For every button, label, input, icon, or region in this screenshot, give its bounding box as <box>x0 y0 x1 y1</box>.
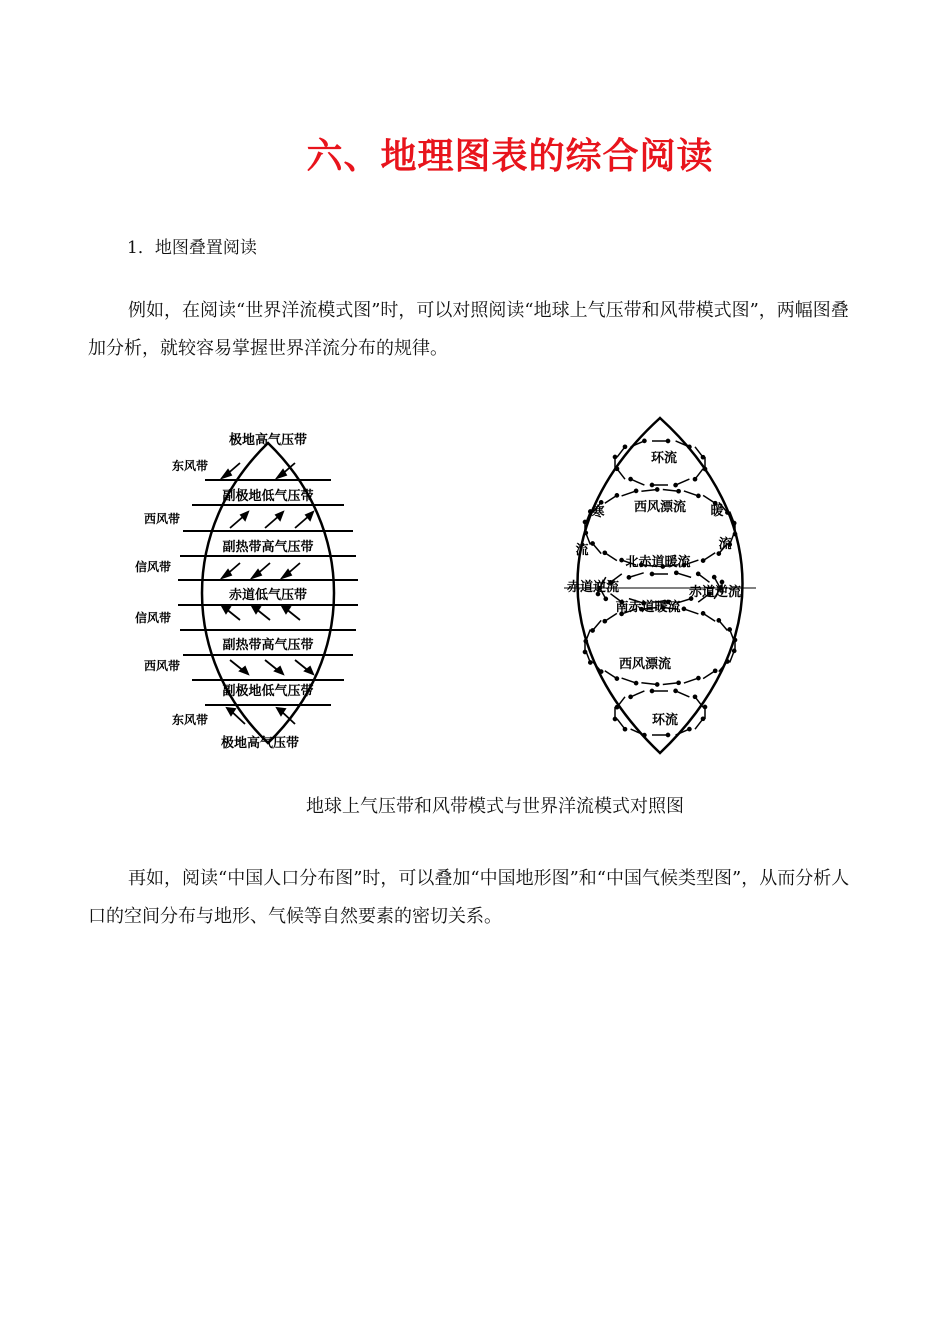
pressure-wind-diagram <box>135 432 358 751</box>
page-title: 六、地理图表的综合阅读 <box>306 135 714 177</box>
wind-belt-label: 西风带 <box>143 659 181 673</box>
paragraph-2: 再如，阅读“中国人口分布图”时，可以叠加“中国地形图”和“中国气候类型图”，从而分析人口的空间分布与地形、气候等自然要素的密切关系。 <box>88 868 850 927</box>
pressure-belt-label: 副极地低气压带 <box>222 684 314 699</box>
current-label: 赤道逆流 <box>688 585 742 600</box>
wind-belt-label: 东风带 <box>171 459 209 473</box>
pressure-belt-label: 副热带高气压带 <box>222 638 314 653</box>
section-heading: 1．地图叠置阅读 <box>127 238 257 258</box>
figure-caption: 地球上气压带和风带模式与世界洋流模式对照图 <box>306 796 684 817</box>
pressure-belt-label: 赤道低气压带 <box>228 588 308 603</box>
ocean-current-diagram <box>564 418 756 753</box>
current-label: 西风漂流 <box>618 657 672 672</box>
paragraph-1: 例如，在阅读“世界洋流模式图”时，可以对照阅读“地球上气压带和风带模式图”，两幅图叠加分析，就较容易掌握世界洋流分布的规律。 <box>88 300 849 359</box>
wind-belt-label: 东风带 <box>171 713 209 727</box>
current-label: 流 <box>718 537 732 552</box>
current-label: 北赤道暖流 <box>625 555 691 570</box>
current-label: 赤道逆流 <box>566 580 620 595</box>
pressure-belt-label: 极地高气压带 <box>228 433 308 448</box>
pressure-belt-label: 副极地低气压带 <box>222 489 314 504</box>
wind-belt-label: 信风带 <box>134 611 172 625</box>
pressure-belt-label: 极地高气压带 <box>220 736 300 751</box>
comparison-figure <box>120 408 780 768</box>
current-label: 环流 <box>650 451 678 466</box>
wind-belt-label: 西风带 <box>143 512 181 526</box>
current-label: 寒 <box>591 505 605 520</box>
current-label: 流 <box>575 543 589 558</box>
current-label: 暖 <box>710 504 724 519</box>
pressure-belt-label: 副热带高气压带 <box>222 540 314 555</box>
wind-belt-label: 信风带 <box>134 560 172 574</box>
current-label: 环流 <box>651 713 679 728</box>
current-label: 南赤道暖流 <box>615 600 681 615</box>
current-label: 西风漂流 <box>633 500 687 515</box>
